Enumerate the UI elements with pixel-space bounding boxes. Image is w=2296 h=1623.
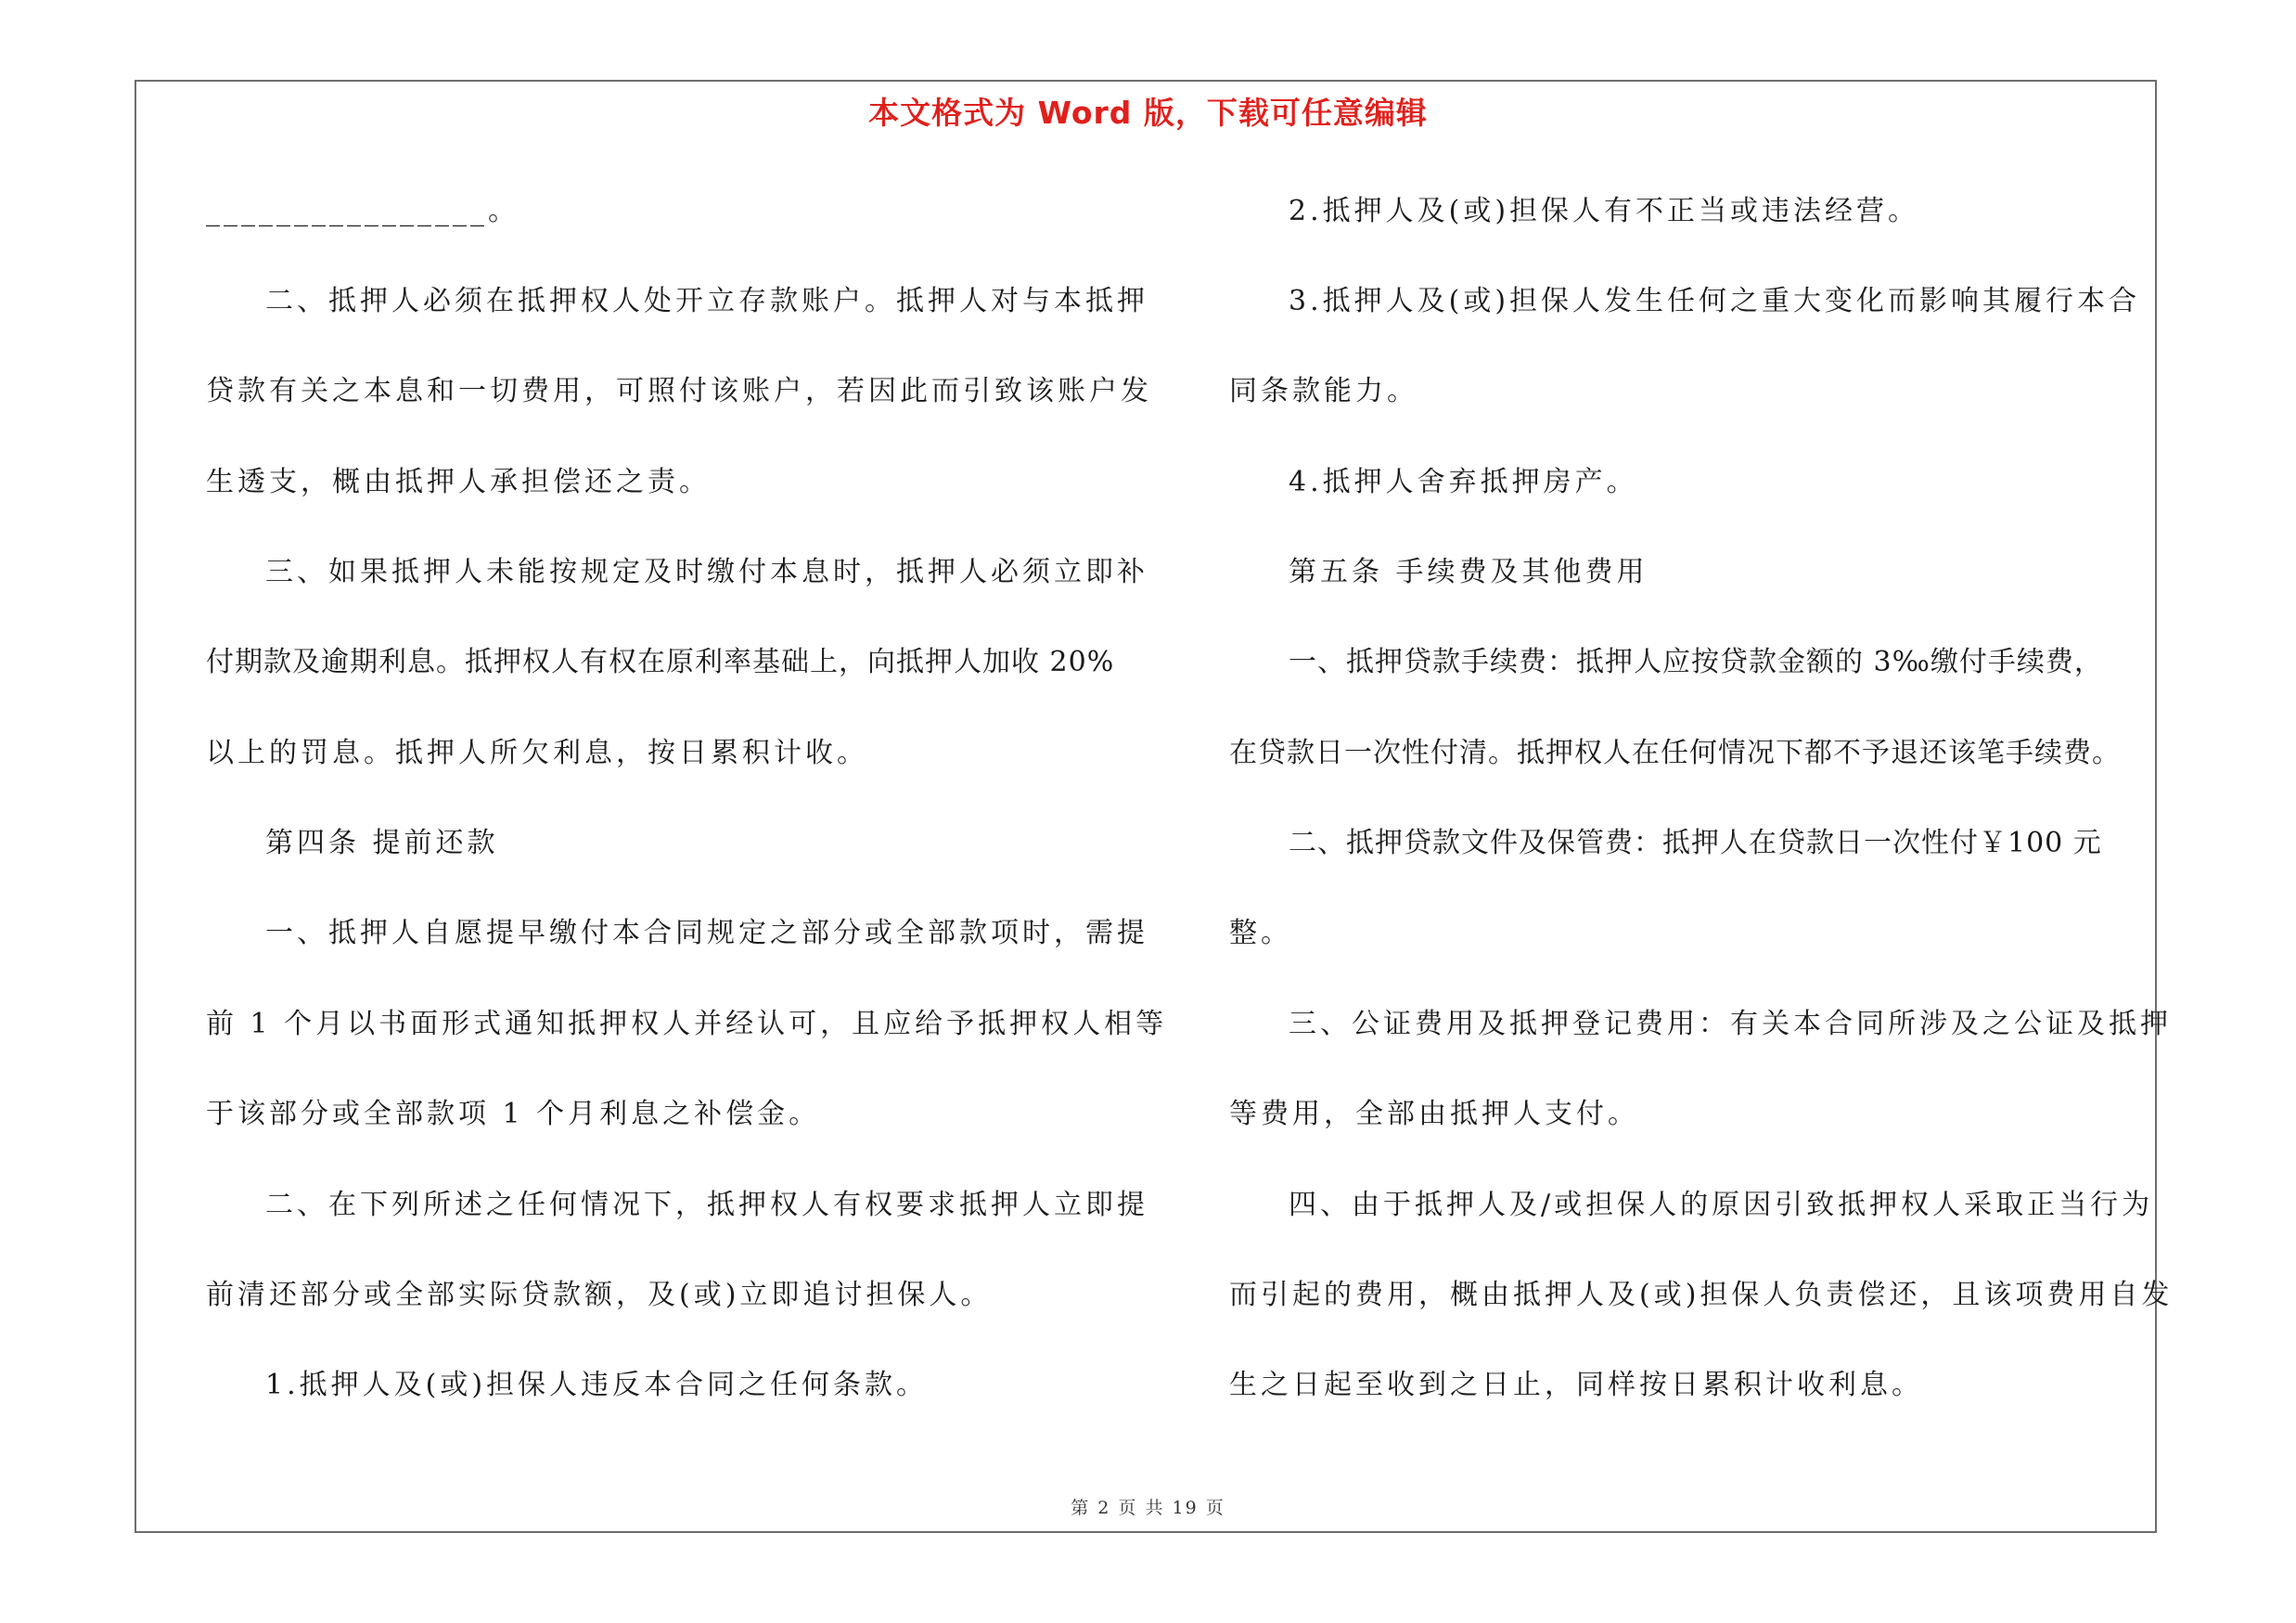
paragraph-line: 2.抵押人及(或)担保人有不正当或违法经营。 [1289,195,1920,227]
paragraph-line: 一、抵押贷款手续费：抵押人应按贷款金额的 3‰缴付手续费， [1289,646,2103,678]
paragraph-line: 4.抵押人舍弃抵押房产。 [1289,466,1638,498]
paragraph-line: 3.抵押人及(或)担保人发生任何之重大变化而影响其履行本合 [1289,285,2141,317]
paragraph-line: 生透支，概由抵押人承担偿还之责。 [206,466,711,498]
paragraph-line: 前 1 个月以书面形式通知抵押权人并经认可，且应给予抵押权人相等 [206,1008,1168,1040]
paragraph-line: 于该部分或全部款项 1 个月利息之补偿金。 [206,1098,821,1130]
paragraph-line: 等费用，全部由抵押人支付。 [1229,1098,1639,1130]
paragraph-line: 二、抵押贷款文件及保管费：抵押人在贷款日一次性付￥100 元 [1289,827,2102,859]
section-heading: 第五条 手续费及其他费用 [1289,556,1648,588]
paragraph-line: 前清还部分或全部实际贷款额，及(或)立即追讨担保人。 [206,1279,993,1311]
paragraph-line: 在贷款日一次性付清。抵押权人在任何情况下都不予退还该笔手续费。 [1229,737,2121,769]
paragraph-line: 而引起的费用，概由抵押人及(或)担保人负责偿还，且该项费用自发 [1229,1279,2174,1311]
paragraph-line: 贷款有关之本息和一切费用，可照付该账户，若因此而引致该账户发 [206,375,1152,407]
paragraph-line: ________________。 [206,195,519,227]
paragraph-line: 二、抵押人必须在抵押权人处开立存款账户。抵押人对与本抵押 [265,285,1148,317]
paragraph-line: 二、在下列所述之任何情况下，抵押权人有权要求抵押人立即提 [265,1189,1148,1221]
paragraph-line: 付期款及逾期利息。抵押权人有权在原利率基础上，向抵押人加收 20% [206,646,1115,678]
paragraph-line: 三、公证费用及抵押登记费用：有关本合同所涉及之公证及抵押 [1289,1008,2172,1040]
paragraph-line: 1.抵押人及(或)担保人违反本合同之任何条款。 [265,1369,929,1401]
paragraph-line: 整。 [1229,917,1292,949]
paragraph-line: 三、如果抵押人未能按规定及时缴付本息时，抵押人必须立即补 [265,556,1148,588]
paragraph-line: 以上的罚息。抵押人所欠利息，按日累积计收。 [206,737,868,769]
paragraph-line: 同条款能力。 [1229,375,1418,407]
paragraph-line: 一、抵押人自愿提早缴付本合同规定之部分或全部款项时，需提 [265,917,1148,949]
page-number: 第 2 页 共 19 页 [1071,1498,1225,1518]
header-banner: 本文格式为 Word 版，下载可任意编辑 [868,95,1428,131]
paragraph-line: 四、由于抵押人及/或担保人的原因引致抵押权人采取正当行为 [1289,1189,2154,1221]
paragraph-line: 生之日起至收到之日止，同样按日累积计收利息。 [1229,1369,1923,1401]
section-heading: 第四条 提前还款 [265,827,499,859]
